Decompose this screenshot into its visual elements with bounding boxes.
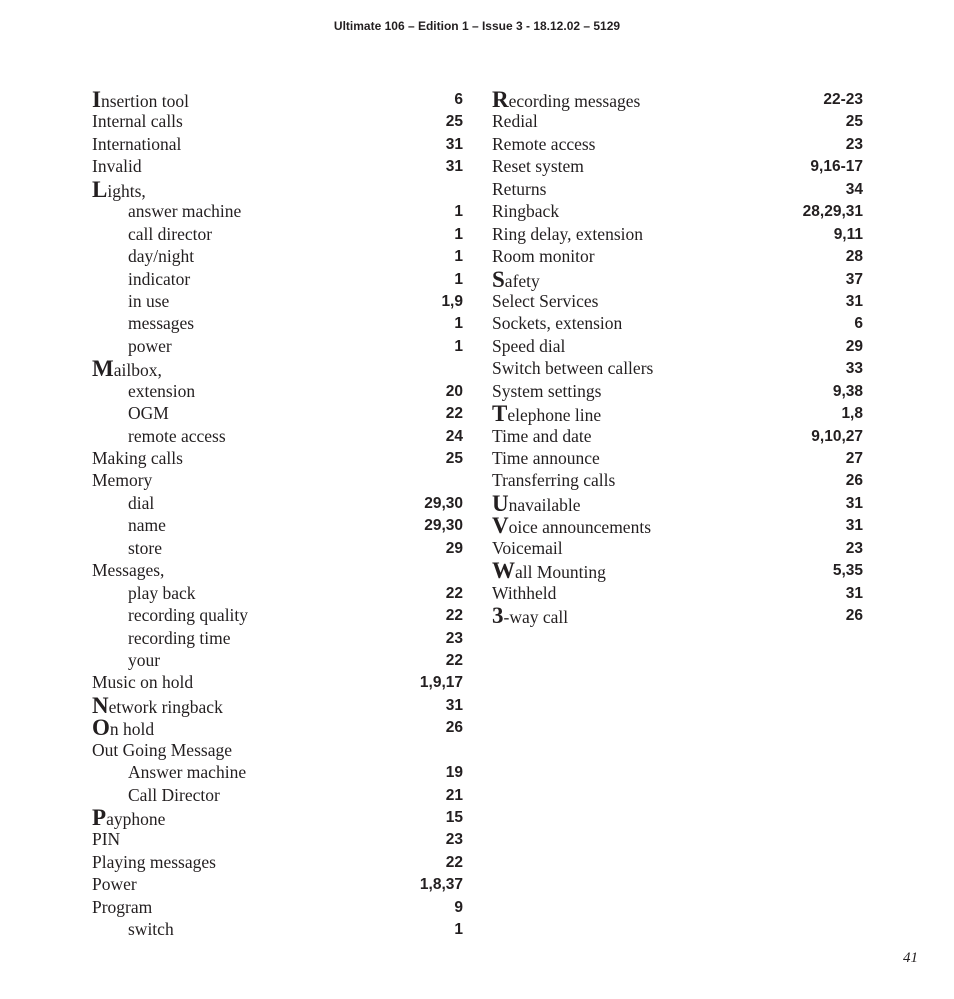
page-reference: 22 — [445, 607, 463, 625]
index-term — [92, 873, 137, 895]
index-term — [492, 357, 653, 379]
page-reference: 26 — [845, 472, 863, 490]
initial-capital: I — [92, 87, 101, 112]
index-entry — [492, 178, 863, 200]
index-term — [128, 312, 194, 334]
index-term — [128, 537, 162, 559]
index-entry — [492, 513, 863, 539]
index-term — [128, 761, 246, 783]
index-entry — [492, 357, 863, 379]
index-subentry — [92, 492, 463, 514]
index-subentry — [92, 335, 463, 357]
initial-capital: S — [492, 266, 505, 292]
index-term-text: nsertion tool — [100, 91, 189, 111]
index-entry — [492, 469, 863, 491]
index-term — [128, 784, 220, 806]
index-term-text: -way call — [503, 607, 569, 628]
index-subentry — [92, 312, 463, 334]
page-reference: 33 — [845, 360, 863, 378]
index-term-text: OGM — [128, 403, 169, 424]
index-subentry — [92, 649, 463, 671]
index-term-text: ecording messages — [508, 91, 641, 111]
index-term — [92, 155, 142, 177]
index-term — [492, 133, 596, 155]
page-reference: 1 — [454, 270, 463, 288]
index-entry — [92, 356, 463, 382]
index-term-text: Transferring calls — [492, 470, 616, 491]
index-entry — [492, 155, 863, 177]
index-term-text: play back — [128, 582, 196, 603]
index-term-text: Time and date — [492, 425, 592, 446]
page-reference: 22 — [445, 405, 463, 423]
index-term — [128, 380, 195, 402]
index-term — [492, 268, 540, 292]
index-entry — [492, 110, 863, 132]
index-term-text: oice announcements — [508, 517, 652, 538]
index-term-text: Remote access — [492, 133, 596, 154]
index-term — [128, 268, 190, 290]
page-reference: 24 — [445, 427, 463, 445]
page-reference: 22-23 — [823, 91, 863, 108]
index-term-text: Playing messages — [92, 851, 216, 872]
index-entry — [92, 806, 463, 828]
index-subentry — [92, 425, 463, 447]
page-reference: 1,9,17 — [419, 674, 463, 692]
index-term — [92, 133, 181, 155]
page-reference: 15 — [445, 809, 463, 826]
page-reference: 19 — [445, 764, 463, 782]
index-term-text: dial — [128, 492, 155, 513]
index-entry — [92, 715, 463, 741]
index-entry — [492, 603, 863, 629]
page-reference: 25 — [445, 450, 463, 467]
initial-capital: T — [492, 401, 508, 427]
index-term — [492, 582, 556, 604]
page-reference: 31 — [845, 584, 863, 602]
page-reference: 20 — [445, 382, 463, 400]
index-column-right — [492, 88, 863, 627]
index-term-text: PIN — [92, 829, 121, 850]
index-entry — [92, 178, 463, 200]
index-term-text: answer machine — [128, 201, 242, 222]
initial-capital: U — [492, 490, 509, 516]
index-term — [92, 110, 183, 132]
page-reference: 22 — [445, 853, 463, 871]
page-reference: 31 — [445, 135, 463, 153]
page-reference: 31 — [445, 158, 463, 176]
index-entry — [92, 694, 463, 716]
index-term-text: ights, — [107, 180, 146, 201]
index-term-text: ayphone — [106, 809, 166, 829]
index-term — [92, 694, 223, 718]
index-term — [128, 514, 166, 536]
page-reference: 31 — [845, 517, 863, 535]
index-term — [128, 627, 231, 649]
index-term-text: Select Services — [492, 290, 599, 311]
index-term-text: Ringback — [492, 201, 560, 222]
index-term — [128, 335, 172, 357]
initial-capital: M — [92, 356, 114, 382]
initial-capital: R — [492, 87, 509, 112]
index-term — [128, 582, 196, 604]
index-subentry — [92, 627, 463, 649]
index-term — [92, 559, 164, 581]
page-reference: 1 — [454, 203, 463, 221]
page-reference: 5,35 — [832, 562, 863, 580]
index-term-text: Answer machine — [128, 762, 247, 783]
index-subentry — [92, 200, 463, 222]
index-term — [128, 604, 248, 626]
page-reference: 37 — [845, 270, 863, 288]
index-term — [492, 178, 546, 200]
index-entry — [92, 447, 463, 469]
index-entry — [92, 671, 463, 693]
index-term — [128, 245, 194, 267]
index-subentry — [92, 537, 463, 559]
page-reference: 9 — [454, 898, 463, 916]
page-reference: 34 — [845, 180, 863, 198]
index-term — [92, 716, 154, 740]
page-reference: 1 — [454, 225, 463, 243]
initial-capital: P — [92, 805, 107, 830]
page-reference: 28 — [845, 248, 863, 266]
index-term-text: navailable — [508, 494, 581, 515]
index-entry — [92, 155, 463, 177]
page-reference: 23 — [845, 539, 863, 557]
initial-capital: O — [92, 715, 110, 741]
index-entry — [92, 469, 463, 491]
index-subentry — [92, 245, 463, 267]
page-reference: 25 — [445, 113, 463, 131]
index-entry — [92, 828, 463, 850]
index-term — [492, 537, 563, 559]
index-term-text: in use — [128, 290, 170, 311]
page-reference: 31 — [445, 696, 463, 714]
index-term-text: System settings — [492, 380, 602, 401]
index-term — [92, 739, 232, 761]
index-entry — [92, 133, 463, 155]
index-term — [92, 806, 165, 830]
initial-capital: V — [492, 513, 509, 539]
index-term — [492, 380, 601, 402]
index-term — [128, 918, 174, 940]
initial-capital: W — [492, 558, 515, 584]
index-entry — [492, 312, 863, 334]
index-term-text: Redial — [492, 111, 538, 132]
index-term — [92, 88, 189, 112]
index-entry — [92, 851, 463, 873]
index-term-text: Room monitor — [492, 246, 595, 267]
index-term-text: Switch between callers — [492, 358, 654, 379]
index-term — [92, 447, 183, 469]
index-entry — [492, 268, 863, 290]
index-column-left — [92, 88, 463, 941]
index-entry — [492, 425, 863, 447]
page-reference: 1 — [454, 248, 463, 266]
page-reference: 23 — [445, 831, 463, 849]
page-reference: 23 — [845, 135, 863, 153]
index-term-text: name — [128, 515, 166, 536]
index-term-text: Out Going Message — [92, 739, 232, 760]
index-entry — [492, 492, 863, 514]
page-reference: 22 — [445, 584, 463, 602]
index-term — [92, 178, 146, 202]
index-term — [128, 290, 169, 312]
page-reference: 22 — [445, 651, 463, 669]
index-term-text: indicator — [128, 268, 191, 289]
page-reference: 9,16-17 — [810, 158, 863, 176]
index-entry — [492, 380, 863, 402]
index-term — [492, 155, 584, 177]
index-term-text: n hold — [109, 719, 155, 740]
index-term-text: Sockets, extension — [492, 313, 623, 334]
page-reference: 9,11 — [833, 225, 863, 243]
index-term-text: your — [128, 649, 161, 670]
index-entry — [92, 88, 463, 110]
page-reference: 9,10,27 — [811, 427, 863, 445]
index-term — [492, 402, 601, 426]
index-entry — [492, 447, 863, 469]
index-term — [492, 425, 591, 447]
index-entry — [492, 335, 863, 357]
index-entry — [492, 88, 863, 110]
initial-capital: L — [92, 176, 108, 202]
index-term-text: remote access — [128, 425, 226, 446]
page-reference: 1,8 — [841, 405, 863, 423]
index-entry — [92, 739, 463, 761]
page-reference: 1 — [454, 921, 463, 939]
page-reference: 9,38 — [832, 382, 863, 400]
index-entry — [492, 558, 863, 584]
index-term-text: Withheld — [492, 582, 557, 603]
index-subentry — [92, 582, 463, 604]
index-term-text: elephone line — [507, 405, 602, 426]
page-reference: 27 — [845, 450, 863, 467]
index-entry — [492, 537, 863, 559]
index-term-text: Making calls — [92, 448, 183, 468]
index-term — [492, 312, 622, 334]
index-term — [92, 851, 216, 873]
index-term-text: Call Director — [128, 784, 220, 805]
index-term — [492, 469, 615, 491]
page-reference: 21 — [445, 786, 463, 804]
initial-capital: N — [92, 692, 109, 718]
page-reference: 25 — [845, 113, 863, 131]
index-term — [492, 559, 606, 583]
index-term — [92, 828, 120, 850]
index-term — [128, 425, 226, 447]
index-entry — [492, 401, 863, 427]
page-reference: 31 — [845, 292, 863, 310]
page-reference: 1,8,37 — [419, 876, 463, 894]
page-reference: 28,29,31 — [802, 203, 863, 221]
index-term-text: ailbox, — [113, 360, 162, 381]
initial-capital: 3 — [492, 603, 504, 629]
index-term-text: etwork ringback — [108, 696, 223, 717]
page-header: Ultimate 106 – Edition 1 – Issue 3 - 18.12.02 – 5129 — [333, 19, 621, 33]
index-term — [492, 110, 538, 132]
index-subentry — [92, 604, 463, 626]
index-subentry — [92, 784, 463, 806]
index-term-text: Returns — [492, 178, 547, 199]
page-reference: 29,30 — [424, 517, 463, 535]
index-term — [492, 290, 598, 312]
index-term — [92, 896, 152, 918]
index-term — [128, 223, 212, 245]
index-term — [492, 514, 651, 538]
index-term — [92, 357, 162, 381]
index-term — [92, 671, 193, 693]
index-entry — [492, 245, 863, 267]
page-reference: 29 — [845, 337, 863, 355]
index-term — [128, 492, 154, 514]
index-term-text: Music on hold — [92, 672, 194, 693]
index-term-text: all Mounting — [515, 562, 606, 583]
index-term-text: Voicemail — [492, 537, 563, 558]
index-term-text: Program — [92, 896, 153, 917]
index-term — [492, 88, 640, 112]
page-reference: 29,30 — [424, 494, 463, 512]
index-subentry — [92, 290, 463, 312]
page-reference: 1,9 — [441, 292, 463, 310]
index-entry — [492, 290, 863, 312]
index-term-text: Speed dial — [492, 335, 566, 356]
page-reference: 29 — [445, 539, 463, 557]
page-reference: 6 — [854, 315, 863, 333]
page-number: 41 — [903, 950, 918, 966]
page-reference: 31 — [845, 494, 863, 512]
index-term — [128, 649, 160, 671]
index-term — [492, 447, 600, 469]
index-term — [92, 469, 152, 491]
index-subentry — [92, 761, 463, 783]
page-reference: 23 — [445, 629, 463, 647]
index-entry — [492, 223, 863, 245]
index-subentry — [92, 918, 463, 940]
index-term-text: messages — [128, 313, 195, 334]
index-term-text: Power — [92, 874, 137, 895]
page-reference: 1 — [454, 315, 463, 333]
index-term-text: Internal calls — [92, 111, 183, 132]
index-subentry — [92, 380, 463, 402]
index-term-text: power — [128, 335, 172, 356]
index-subentry — [92, 402, 463, 424]
index-term-text: switch — [128, 919, 174, 940]
index-term-text: extension — [128, 380, 196, 401]
index-term — [492, 335, 565, 357]
page-reference: 6 — [454, 91, 463, 108]
page-reference: 1 — [454, 337, 463, 355]
index-entry — [492, 200, 863, 222]
index-subentry — [92, 268, 463, 290]
index-entry — [92, 110, 463, 132]
page-reference: 26 — [445, 719, 463, 737]
index-term-text: Time announce — [492, 448, 600, 468]
index-term-text: call director — [128, 223, 213, 244]
index-term-text: Messages, — [92, 560, 165, 581]
index-entry — [492, 133, 863, 155]
page-reference: 26 — [845, 607, 863, 625]
index-subentry — [92, 514, 463, 536]
index-term-text: Invalid — [92, 156, 142, 177]
index-term-text: Memory — [92, 470, 153, 491]
index-term — [492, 223, 643, 245]
index-term-text: day/night — [128, 246, 195, 267]
index-entry — [92, 559, 463, 581]
index-term-text: recording time — [128, 627, 231, 648]
index-term-text: recording quality — [128, 605, 249, 626]
index-term-text: Ring delay, extension — [492, 223, 643, 244]
index-term — [492, 200, 559, 222]
index-term — [492, 604, 568, 628]
index-term — [492, 245, 595, 267]
index-term — [128, 402, 169, 424]
index-entry — [92, 896, 463, 918]
index-term-text: Reset system — [492, 156, 584, 177]
index-term-text: International — [92, 133, 182, 154]
index-entry — [492, 582, 863, 604]
index-term-text: afety — [504, 270, 540, 291]
index-term — [128, 200, 241, 222]
index-term-text: store — [128, 537, 163, 558]
index-subentry — [92, 223, 463, 245]
index-entry — [92, 873, 463, 895]
